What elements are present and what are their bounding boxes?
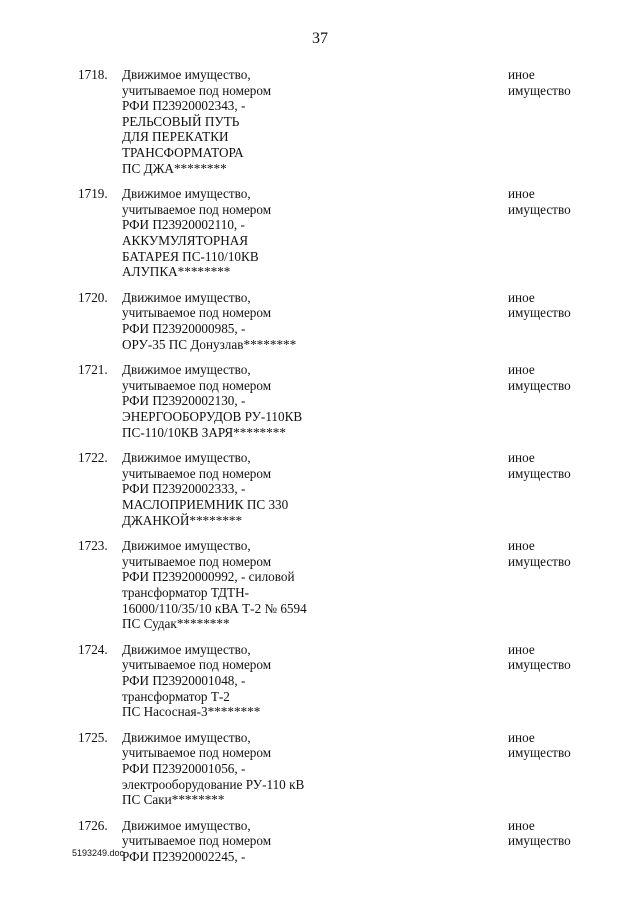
description-line: ЭНЕРГООБОРУДОВ РУ-110КВ <box>122 408 303 424</box>
property-type-line: имущество <box>508 745 571 761</box>
description-line: Движимое имущество, <box>122 641 251 657</box>
property-type-line: имущество <box>508 201 571 217</box>
property-type-line: имущество <box>508 82 571 98</box>
description-line: учитываемое под номером <box>122 745 272 761</box>
record-number: 1721. <box>78 362 108 378</box>
description-line: АЛУПКА******** <box>122 264 231 280</box>
property-type-line: иное <box>508 67 535 82</box>
description-line: РФИ П23920000992, - силовой <box>122 569 295 585</box>
description-line: 16000/110/35/10 кВА Т-2 № 6594 <box>122 600 307 616</box>
property-type-line: иное <box>508 729 535 745</box>
description-line: РФИ П23920002110, - <box>122 217 245 233</box>
record-row <box>0 730 640 808</box>
record-property-type <box>508 642 608 673</box>
description-line: АККУМУЛЯТОРНАЯ <box>122 232 249 248</box>
record-row <box>0 67 640 176</box>
footer-filename: 5193249.doc <box>72 848 125 858</box>
record-description <box>122 450 382 528</box>
description-line: РФИ П23920002333, - <box>122 481 246 497</box>
record-row <box>0 362 640 440</box>
description-line: трансформатор Т-2 <box>122 688 230 704</box>
description-line: ТРАНСФОРМАТОРА <box>122 144 244 160</box>
property-type-line: имущество <box>508 833 571 849</box>
description-line: ПС Насосная-3******** <box>122 704 261 720</box>
property-type-line: иное <box>508 817 535 833</box>
record-property-type <box>508 450 608 481</box>
description-line: учитываемое под номером <box>122 553 272 569</box>
description-line: учитываемое под номером <box>122 82 272 98</box>
description-line: учитываемое под номером <box>122 833 272 849</box>
description-line: МАСЛОПРИЕМНИК ПС 330 <box>122 496 289 512</box>
record-description <box>122 186 382 280</box>
record-number: 1718. <box>78 67 108 82</box>
description-line: Движимое имущество, <box>122 450 251 466</box>
description-line: ПС-110/10КВ ЗАРЯ******** <box>122 424 286 440</box>
description-line: ПС Судак******** <box>122 616 230 632</box>
description-line: трансформатор ТДТН- <box>122 584 250 600</box>
record-number: 1723. <box>78 538 108 554</box>
description-line: учитываемое под номером <box>122 305 272 321</box>
description-line: ПС ДЖА******** <box>122 160 227 176</box>
property-type-line: имущество <box>508 657 571 673</box>
record-property-type <box>508 290 608 321</box>
record-description <box>122 290 382 352</box>
record-number: 1722. <box>78 450 108 466</box>
record-row <box>0 450 640 528</box>
record-number: 1726. <box>78 817 108 833</box>
description-line: учитываемое под номером <box>122 377 272 393</box>
record-number: 1724. <box>78 641 108 657</box>
description-line: РФИ П23920002245, - <box>122 848 246 864</box>
record-number: 1719. <box>78 186 108 202</box>
description-line: РФИ П23920001056, - <box>122 760 246 776</box>
record-description <box>122 67 382 176</box>
record-description <box>122 818 382 865</box>
description-line: РФИ П23920002130, - <box>122 393 246 409</box>
description-line: ДЖАНКОЙ******** <box>122 512 243 528</box>
record-property-type <box>508 186 608 217</box>
description-line: РФИ П23920000985, - <box>122 320 246 336</box>
property-type-line: имущество <box>508 305 571 321</box>
description-line: ДЛЯ ПЕРЕКАТКИ <box>122 129 229 145</box>
description-line: ОРУ-35 ПС Донузлав******** <box>122 336 297 352</box>
description-line: Движимое имущество, <box>122 67 251 82</box>
record-property-type <box>508 730 608 761</box>
page-number: 37 <box>312 30 328 47</box>
description-line: учитываемое под номером <box>122 465 272 481</box>
description-line: Движимое имущество, <box>122 729 251 745</box>
record-property-type <box>508 538 608 569</box>
record-property-type <box>508 362 608 393</box>
record-row <box>0 538 640 632</box>
description-line: ПС Саки******** <box>122 792 225 808</box>
description-line: РФИ П23920001048, - <box>122 672 246 688</box>
record-property-type <box>508 67 608 98</box>
record-number: 1720. <box>78 289 108 305</box>
record-row <box>0 642 640 720</box>
description-line: Движимое имущество, <box>122 362 251 378</box>
record-row <box>0 186 640 280</box>
property-type-line: иное <box>508 641 535 657</box>
description-line: БАТАРЕЯ ПС-110/10КВ <box>122 248 259 264</box>
description-line: Движимое имущество, <box>122 186 251 202</box>
description-line: учитываемое под номером <box>122 657 272 673</box>
property-type-line: иное <box>508 186 535 202</box>
record-description <box>122 730 382 808</box>
property-type-line: иное <box>508 450 535 466</box>
property-type-line: иное <box>508 289 535 305</box>
record-description <box>122 642 382 720</box>
description-line: Движимое имущество, <box>122 817 251 833</box>
description-line: учитываемое под номером <box>122 201 272 217</box>
record-description <box>122 362 382 440</box>
property-type-line: иное <box>508 538 535 554</box>
description-line: РЕЛЬСОВЫЙ ПУТЬ <box>122 113 240 129</box>
property-type-line: имущество <box>508 465 571 481</box>
property-type-line: имущество <box>508 377 571 393</box>
property-type-line: иное <box>508 362 535 378</box>
description-line: Движимое имущество, <box>122 538 251 554</box>
record-number: 1725. <box>78 729 108 745</box>
record-description <box>122 538 382 632</box>
record-property-type <box>508 818 608 849</box>
description-line: электрооборудование РУ-110 кВ <box>122 776 305 792</box>
record-row <box>0 290 640 352</box>
description-line: РФИ П23920002343, - <box>122 98 246 114</box>
description-line: Движимое имущество, <box>122 289 251 305</box>
property-type-line: имущество <box>508 553 571 569</box>
